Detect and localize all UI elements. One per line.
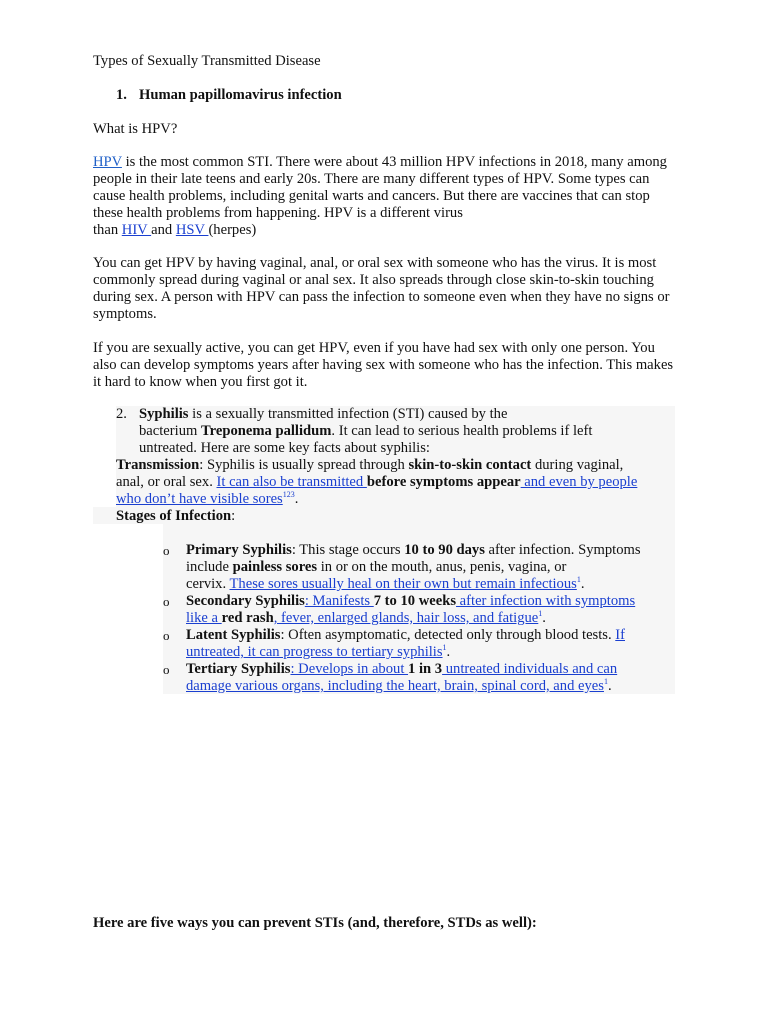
hpv-paragraph-1: HPV is the most common STI. There were about 43 million HPV infections in 2018, many among people in their late teens and early 20s. There are many different types of HPV. Some types can cause health problems, including genital warts and cancers. But there are vaccines that can stop these health problems from happening. HPV is a different virus than HIV and HSV (herpes) xyxy=(93,154,667,238)
hpv-paragraph-2: You can get HPV by having vaginal, anal, or oral sex with someone who has the virus. It is most commonly spread during vaginal or anal sex. It also spreads through close skin-to-skin touching during sex. A person with HPV can pass the infection to someone even when they have no signs or symptoms. xyxy=(93,255,670,322)
transmission-paragraph: Transmission: Syphilis is usually spread through skin-to-skin contact during vaginal, anal, or oral sex. It can also be transmitted before symptoms appear and even by people who don’t have visible sores$^{123}$. xyxy=(116,457,638,507)
syphilis-intro: Syphilis is a sexually transmitted infection (STI) caused by the bacterium Treponema pallidum. It can lead to serious health problems if left untreated. Here are some key facts about syphilis: xyxy=(139,406,593,456)
secondary-link[interactable]: : Manifests xyxy=(304,593,374,609)
stage-secondary: Secondary Syphilis: Manifests 7 to 10 weeks after infection with symptoms like a red rash, fever, enlarged glands, hair loss, and fatigue$^1$. xyxy=(186,593,636,626)
latent-link-2[interactable]: untreated, it can progress to tertiary syphilis xyxy=(186,644,443,660)
tertiary-link-3[interactable]: damage various organs, including the heart, brain, spinal cord, and eyes xyxy=(186,678,604,694)
section-1-number: 1. xyxy=(116,87,127,103)
hpv-paragraph-3: If you are sexually active, you can get HPV, even if you have had sex with only one person. You also can develop symptoms years after having sex with someone who has the infection. This makes it hard to know when you first got it. xyxy=(93,340,674,390)
stage-primary: Primary Syphilis: This stage occurs 10 to 90 days after infection. Symptoms include painless sores in or on the mouth, anus, penis, vagina, or cervix. These sores usually heal on their own but remain infectious$^1$. xyxy=(186,542,641,592)
secondary-link-2[interactable]: after infection with symptoms xyxy=(456,593,636,609)
tertiary-link[interactable]: : Develops in about xyxy=(290,661,409,677)
primary-sores-link[interactable]: These sores usually heal on their own but remain infectious xyxy=(229,576,577,592)
stages-heading: Stages of Infection: xyxy=(116,508,236,524)
hiv-link[interactable]: HIV xyxy=(121,222,152,238)
hsv-link[interactable]: HSV xyxy=(175,222,209,238)
list-bullet: o xyxy=(163,628,170,643)
prevention-heading: Here are five ways you can prevent STIs (and, therefore, STDs as well): xyxy=(93,915,537,931)
list-bullet: o xyxy=(163,594,170,609)
transmission-link[interactable]: It can also be transmitted xyxy=(216,474,367,490)
list-bullet: o xyxy=(163,543,170,558)
section-1-heading: Human papillomavirus infection xyxy=(139,87,342,103)
latent-link[interactable]: If xyxy=(615,627,625,643)
list-bullet: o xyxy=(163,662,170,677)
bacterium-name: Treponema pallidum xyxy=(201,423,332,439)
hpv-link[interactable]: HPV xyxy=(93,154,122,170)
secondary-link-3[interactable]: like a xyxy=(186,610,222,626)
secondary-link-4[interactable]: , fever, enlarged glands, hair loss, and fatigue xyxy=(273,610,539,626)
transmission-label: Transmission xyxy=(116,457,200,473)
syphilis-term: Syphilis xyxy=(139,406,189,422)
citation-sup[interactable]: 123 xyxy=(282,490,295,499)
section-2-number: 2. xyxy=(116,406,127,422)
hpv-question: What is HPV? xyxy=(93,121,178,137)
transmission-link-2[interactable]: and even by people xyxy=(520,474,638,490)
document-title: Types of Sexually Transmitted Disease xyxy=(93,53,321,69)
transmission-link-3[interactable]: who don’t have visible sores xyxy=(116,491,283,507)
stage-latent: Latent Syphilis: Often asymptomatic, detected only through blood tests. If untreated, it can progress to tertiary syphilis$^1$. xyxy=(186,627,625,660)
stage-tertiary: Tertiary Syphilis: Develops in about 1 in 3 untreated individuals and can damage various organs, including the heart, brain, spinal cord, and eyes$^1$. xyxy=(186,661,618,694)
tertiary-link-2[interactable]: untreated individuals and can xyxy=(442,661,618,677)
